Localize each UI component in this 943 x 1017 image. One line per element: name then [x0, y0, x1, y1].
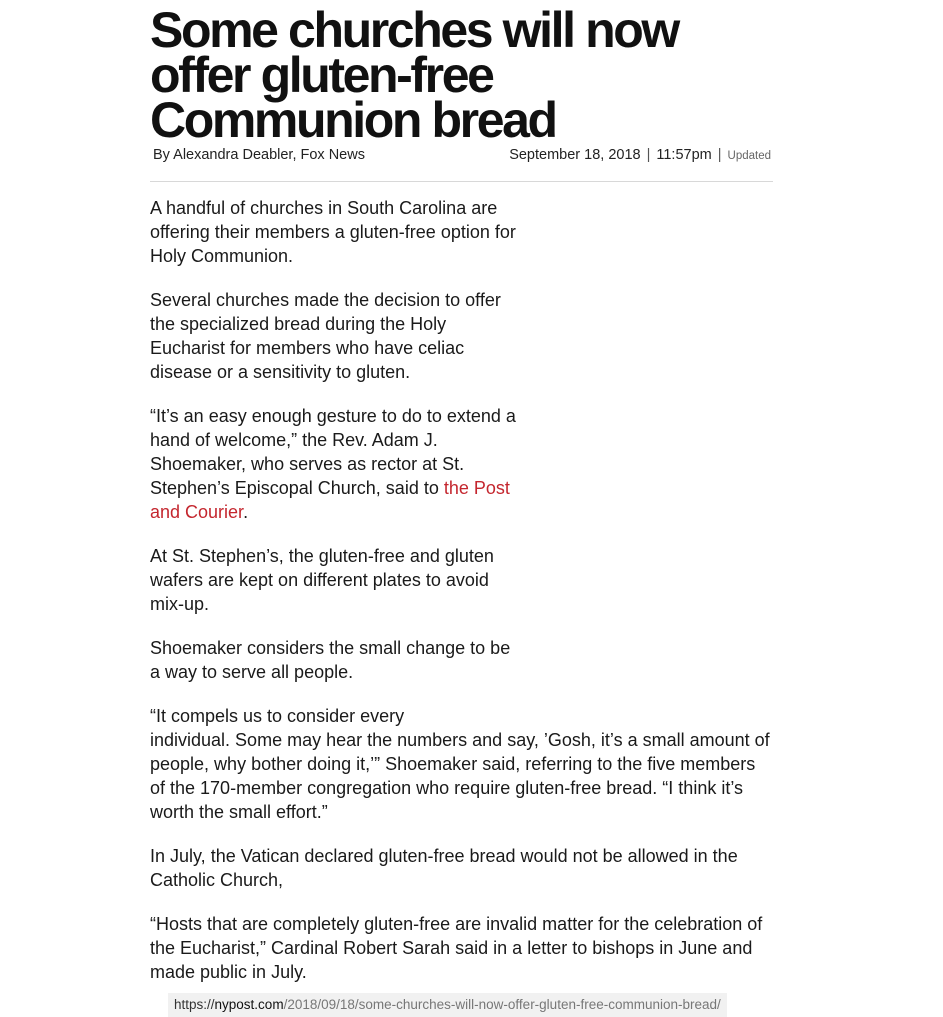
- updated-label: Updated: [727, 150, 771, 162]
- post-and-courier-link[interactable]: the Post and Courier: [150, 478, 510, 522]
- paragraph-text: “It compels us to consider every: [150, 706, 405, 726]
- paragraph: A handful of churches in South Carolina are offering their members a gluten-free option for Holy Communion.: [150, 198, 516, 266]
- paragraph: Several churches made the decision to offer the specialized bread during the Holy Eucharist for members who have celiac disease or a sensitivity to gluten.: [150, 290, 501, 382]
- paragraph: “Hosts that are completely gluten-free are invalid matter for the celebration of the Eucharist,” Cardinal Robert Sarah said in a letter to bishops in June and made public in July.: [150, 914, 763, 982]
- headline: Some churches will now offer gluten-free Communion bread: [150, 2, 678, 148]
- url-scheme: https://: [174, 997, 215, 1012]
- paragraph: In July, the Vatican declared gluten-free bread would not be allowed in the Catholic Church,: [150, 846, 738, 890]
- paragraph-text: individual. Some may hear the numbers and say, ’Gosh, it’s a small amount of people, why bother doing it,’” Shoemaker said, referring to the five members of the 170-member congregation who require gluten-free bread. “I think it’s worth the small effort.”: [150, 730, 770, 822]
- paragraph-text: .: [243, 502, 249, 522]
- publish-time: 11:57pm: [656, 147, 712, 163]
- article: [150, 0, 773, 982]
- paragraph: [150, 704, 773, 824]
- publish-date: September 18, 2018: [509, 147, 641, 163]
- meta-separator: |: [717, 147, 722, 163]
- article-body: [150, 196, 773, 1004]
- paragraph: [150, 404, 520, 524]
- paragraph-text: “It’s an easy enough gesture to do to extend a hand of welcome,” the Rev. Adam J. Shoemaker, who serves as rector at St. Stephen’s Episcopal Church, said to: [150, 406, 516, 498]
- byline-row: [150, 147, 773, 171]
- meta-separator: |: [646, 147, 651, 163]
- source-url[interactable]: [168, 993, 727, 1017]
- paragraph: At St. Stephen’s, the gluten-free and gluten wafers are kept on different plates to avoid mix-up.: [150, 546, 494, 614]
- byline: By Alexandra Deabler, Fox News: [153, 147, 365, 163]
- url-path: /2018/09/18/some-churches-will-now-offer-gluten-free-communion-bread/: [283, 997, 721, 1012]
- publish-meta: [509, 147, 771, 163]
- url-host: nypost.com: [214, 997, 284, 1012]
- paragraph: Shoemaker considers the small change to be a way to serve all people.: [150, 638, 511, 682]
- divider: [150, 181, 773, 182]
